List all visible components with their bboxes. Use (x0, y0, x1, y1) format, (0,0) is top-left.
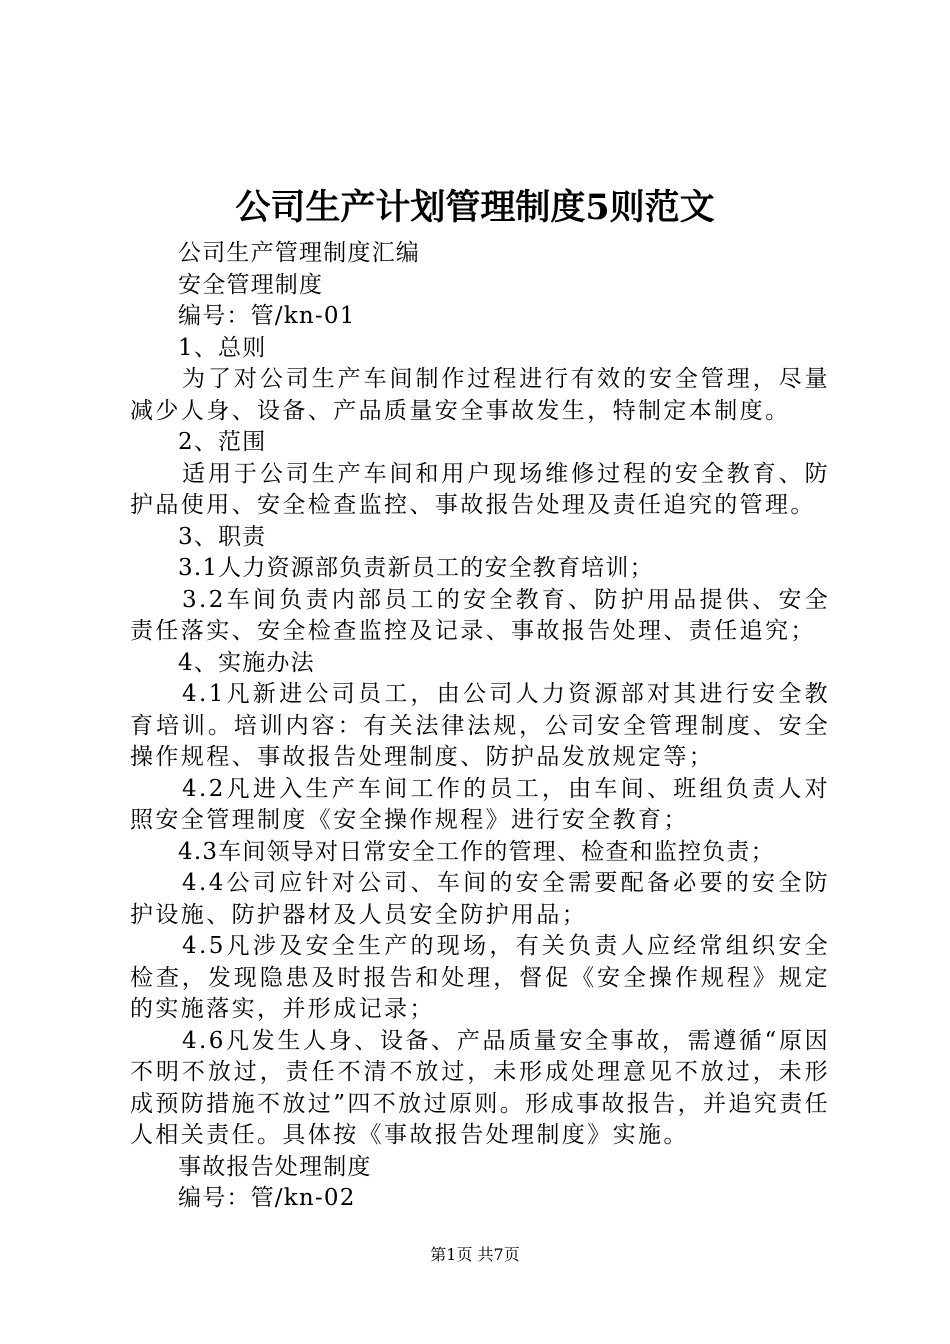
paragraph-doc-number-2: 编号：管/kn-02 (178, 1185, 356, 1211)
paragraph-item-4-4: 4.4公司应针对公司、车间的安全需要配备必要的安全防护设施、防护器材及人员安全防护用品； (130, 870, 830, 928)
paragraph-section-title: 安全管理制度 (178, 271, 324, 298)
document-title: 公司生产计划管理制度5则范文 (235, 187, 715, 228)
page-footer: 第1页 共7页 (430, 1245, 520, 1264)
paragraph-duty-3-2: 3.2车间负责内部员工的安全教育、防护用品提供、安全责任落实、安全检查监控及记录、事故报告处理、责任追究； (130, 586, 830, 644)
paragraph-item-4-6: 4.6凡发生人身、设备、产品质量安全事故，需遵循“原因不明不放过，责任不清不放过，未形成处理意见不放过，未形成预防措施不放过”四不放过原则。形成事故报告，并追究责任人相关责任。具体按《事故报告处理制度》实施。 (130, 1027, 830, 1148)
paragraph-duty-3-1: 3.1人力资源部负责新员工的安全教育培训； (178, 555, 654, 581)
paragraph-general-text: 为了对公司生产车间制作过程进行有效的安全管理，尽量减少人身、设备、产品质量安全事故发生，特制定本制度。 (130, 366, 830, 424)
paragraph-item-4-3: 4.3车间领导对日常安全工作的管理、检查和监控负责； (178, 838, 775, 865)
paragraph-item-4-2: 4.2凡进入生产车间工作的员工，由车间、班组负责人对照安全管理制度《安全操作规程》进行安全教育； (130, 775, 830, 833)
paragraph-item-4-1: 4.1凡新进公司员工，由公司人力资源部对其进行安全教育培训。培训内容：有关法律法规，公司安全管理制度、安全操作规程、事故报告处理制度、防护品发放规定等； (130, 681, 830, 770)
paragraph-compilation-title: 公司生产管理制度汇编 (178, 240, 420, 266)
paragraph-heading-implementation: 4、实施办法 (178, 649, 315, 676)
paragraph-heading-duties: 3、职责 (178, 523, 267, 550)
paragraph-accident-report-title: 事故报告处理制度 (178, 1153, 372, 1180)
paragraph-item-4-5: 4.5凡涉及安全生产的现场，有关负责人应经常组织安全检查，发现隐患及时报告和处理，督促《安全操作规程》规定的实施落实，并形成记录； (130, 933, 830, 1022)
document-body (130, 238, 830, 1215)
paragraph-scope-text: 适用于公司生产车间和用户现场维修过程的安全教育、防护品使用、安全检查监控、事故报告处理及责任追究的管理。 (130, 460, 830, 518)
paragraph-heading-scope: 2、范围 (178, 429, 267, 455)
paragraph-heading-general: 1、总则 (178, 334, 267, 361)
paragraph-doc-number: 编号：管/kn-01 (178, 303, 356, 329)
